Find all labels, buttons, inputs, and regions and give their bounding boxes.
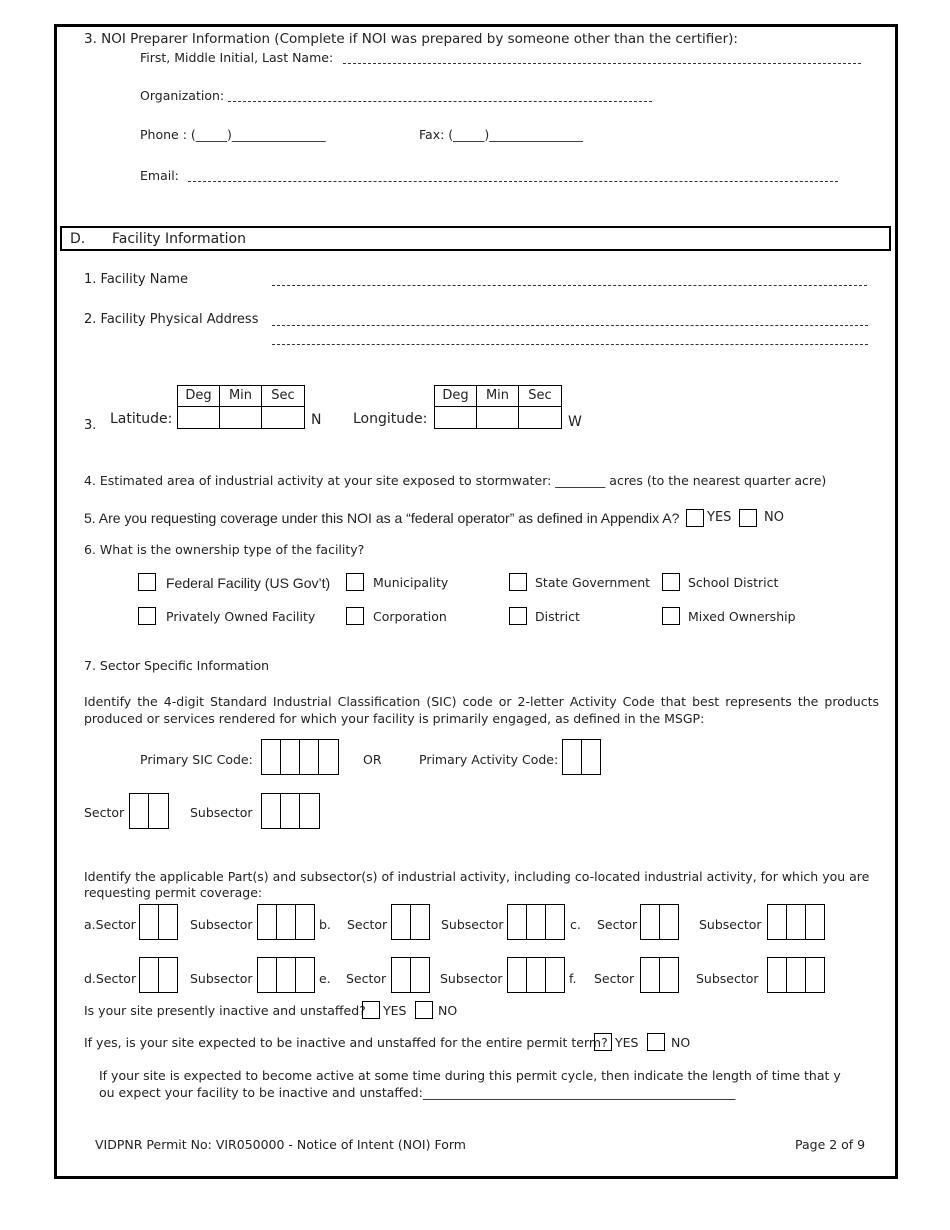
part-e-subsector-boxes[interactable] bbox=[507, 957, 565, 993]
ownership-state-label: State Government bbox=[535, 575, 651, 590]
primary-sic-label: Primary SIC Code: bbox=[140, 752, 253, 767]
part-f-subsector-label: Subsector bbox=[696, 971, 759, 986]
min-header: Min bbox=[477, 386, 519, 407]
section-letter: D. bbox=[70, 231, 86, 247]
part-d-sector-label: d.Sector bbox=[84, 971, 137, 986]
part-a-sector-label: a.Sector bbox=[84, 917, 136, 932]
part-d-subsector-label: Subsector bbox=[190, 971, 253, 986]
preparer-fax-field[interactable]: Fax: (_____)_______________ bbox=[419, 127, 584, 142]
preparer-email-label: Email: bbox=[140, 168, 179, 183]
longitude-grid[interactable] bbox=[434, 385, 562, 429]
preparer-org-label: Organization: bbox=[140, 88, 225, 103]
longitude-min-cell[interactable] bbox=[477, 407, 519, 428]
part-e-label: e. bbox=[319, 971, 331, 986]
inactive-question: Is your site presently inactive and unstaffed? bbox=[84, 1003, 366, 1018]
part-a-subsector-boxes[interactable] bbox=[257, 904, 315, 940]
inactive-term-yes-checkbox[interactable] bbox=[594, 1033, 612, 1051]
item-3-number: 3. bbox=[84, 418, 97, 433]
facility-address-line-2[interactable] bbox=[272, 344, 868, 345]
inactive-term-question: If yes, is your site expected to be inactive and unstaffed for the entire permit term? bbox=[84, 1035, 608, 1050]
part-b-subsector-boxes[interactable] bbox=[507, 904, 565, 940]
footer-permit: VIDPNR Permit No: VIR050000 - Notice of Intent (NOI) Form bbox=[95, 1137, 466, 1152]
part-d-sector-boxes[interactable] bbox=[139, 957, 178, 993]
parts-instructions: Identify the applicable Part(s) and subsector(s) of industrial activity, including co-located industrial activity, for which you are requesting permit coverage: bbox=[84, 869, 870, 900]
ownership-mixed-label: Mixed Ownership bbox=[688, 609, 796, 624]
part-f-sector-boxes[interactable] bbox=[640, 957, 679, 993]
preparer-heading: 3. NOI Preparer Information (Complete if NOI was prepared by someone other than the certifier): bbox=[84, 31, 738, 47]
ownership-school-label: School District bbox=[688, 575, 779, 590]
part-a-sector-boxes[interactable] bbox=[139, 904, 178, 940]
part-b-subsector-label: Subsector bbox=[441, 917, 504, 932]
inactive-no-label: NO bbox=[438, 1003, 458, 1018]
preparer-email-field[interactable] bbox=[188, 181, 838, 182]
ownership-private-label: Privately Owned Facility bbox=[166, 609, 316, 624]
min-header: Min bbox=[220, 386, 262, 407]
ownership-corporation-label: Corporation bbox=[373, 609, 447, 624]
facility-address-label: 2. Facility Physical Address bbox=[84, 312, 259, 327]
facility-address-line-1[interactable] bbox=[272, 325, 868, 326]
part-b-sector-label: Sector bbox=[347, 917, 388, 932]
footer-page-number: Page 2 of 9 bbox=[795, 1137, 866, 1152]
latitude-min-cell[interactable] bbox=[220, 407, 262, 428]
inactive-term-yes-label: YES bbox=[615, 1035, 639, 1050]
ownership-corporation-checkbox[interactable] bbox=[346, 607, 364, 625]
section-d-header bbox=[60, 226, 891, 251]
federal-no-checkbox[interactable] bbox=[739, 509, 757, 527]
ownership-private-checkbox[interactable] bbox=[138, 607, 156, 625]
part-f-label: f. bbox=[569, 971, 577, 986]
primary-activity-label: Primary Activity Code: bbox=[419, 752, 559, 767]
ownership-municipality-checkbox[interactable] bbox=[346, 573, 364, 591]
ownership-federal-checkbox[interactable] bbox=[138, 573, 156, 591]
inactive-length-text: If your site is expected to become active at some time during this permit cycle, then indicate the length of time that you expect your facility to be inactive and unstaffed:__________________________________________________ bbox=[99, 1068, 841, 1100]
part-e-sector-boxes[interactable] bbox=[391, 957, 430, 993]
ownership-state-checkbox[interactable] bbox=[509, 573, 527, 591]
part-c-label: c. bbox=[570, 917, 581, 932]
primary-sic-code-boxes[interactable] bbox=[261, 739, 339, 775]
part-e-subsector-label: Subsector bbox=[440, 971, 503, 986]
preparer-name-label: First, Middle Initial, Last Name: bbox=[140, 50, 334, 65]
sector-code-boxes[interactable] bbox=[129, 793, 169, 829]
latitude-grid[interactable] bbox=[177, 385, 305, 429]
inactive-no-checkbox[interactable] bbox=[415, 1001, 433, 1019]
part-c-subsector-label: Subsector bbox=[699, 917, 762, 932]
latitude-deg-cell[interactable] bbox=[178, 407, 220, 428]
sector-label: Sector bbox=[84, 805, 125, 820]
longitude-label: Longitude: bbox=[353, 411, 428, 427]
latitude-label: Latitude: bbox=[110, 411, 173, 427]
deg-header: Deg bbox=[178, 386, 220, 407]
ownership-municipality-label: Municipality bbox=[373, 575, 449, 590]
deg-header: Deg bbox=[435, 386, 477, 407]
sector-heading: 7. Sector Specific Information bbox=[84, 658, 270, 673]
ownership-question: 6. What is the ownership type of the facility? bbox=[84, 542, 365, 557]
inactive-yes-label: YES bbox=[383, 1003, 407, 1018]
subsector-code-boxes[interactable] bbox=[261, 793, 320, 829]
ownership-federal-label: Federal Facility (US Gov’t) bbox=[166, 575, 331, 591]
sec-header: Sec bbox=[262, 386, 304, 407]
preparer-org-field[interactable] bbox=[228, 101, 652, 102]
part-f-sector-label: Sector bbox=[594, 971, 635, 986]
part-e-sector-label: Sector bbox=[346, 971, 387, 986]
inactive-term-no-checkbox[interactable] bbox=[647, 1033, 665, 1051]
federal-yes-checkbox[interactable] bbox=[686, 509, 704, 527]
longitude-sec-cell[interactable] bbox=[519, 407, 561, 428]
sec-header: Sec bbox=[519, 386, 561, 407]
federal-operator-question: 5. Are you requesting coverage under this NOI as a “federal operator” as defined in Appendix A? bbox=[84, 510, 680, 526]
ownership-mixed-checkbox[interactable] bbox=[662, 607, 680, 625]
part-a-subsector-label: Subsector bbox=[190, 917, 253, 932]
sic-instructions: Identify the 4-digit Standard Industrial Classification (SIC) code or 2-letter Activity Code that best represents the products produced or services rendered for which your facility is primarily engaged, as defined in the MSGP: bbox=[84, 694, 879, 726]
section-title: Facility Information bbox=[112, 231, 246, 247]
inactive-term-no-label: NO bbox=[671, 1035, 691, 1050]
ownership-district-label: District bbox=[535, 609, 580, 624]
facility-name-field[interactable] bbox=[272, 285, 867, 286]
federal-no-label: NO bbox=[764, 510, 784, 525]
longitude-deg-cell[interactable] bbox=[435, 407, 477, 428]
part-c-subsector-boxes[interactable] bbox=[767, 904, 825, 940]
north-label: N bbox=[311, 412, 322, 428]
primary-activity-code-boxes[interactable] bbox=[562, 739, 601, 775]
inactive-yes-checkbox[interactable] bbox=[362, 1001, 380, 1019]
part-c-sector-label: Sector bbox=[597, 917, 638, 932]
facility-name-label: 1. Facility Name bbox=[84, 272, 189, 287]
or-label: OR bbox=[363, 752, 382, 767]
subsector-label: Subsector bbox=[190, 805, 253, 820]
part-b-sector-boxes[interactable] bbox=[391, 904, 430, 940]
part-f-subsector-boxes[interactable] bbox=[767, 957, 825, 993]
part-d-subsector-boxes[interactable] bbox=[257, 957, 315, 993]
federal-yes-label: YES bbox=[707, 510, 732, 525]
preparer-phone-field[interactable]: Phone : (_____)_______________ bbox=[140, 127, 326, 142]
part-b-label: b. bbox=[319, 917, 331, 932]
part-c-sector-boxes[interactable] bbox=[640, 904, 679, 940]
ownership-district-checkbox[interactable] bbox=[509, 607, 527, 625]
ownership-school-checkbox[interactable] bbox=[662, 573, 680, 591]
latitude-sec-cell[interactable] bbox=[262, 407, 304, 428]
preparer-name-field[interactable] bbox=[343, 63, 861, 64]
west-label: W bbox=[568, 414, 582, 430]
area-question: 4. Estimated area of industrial activity at your site exposed to stormwater: ________ acres (to the nearest quarter acre) bbox=[84, 473, 827, 488]
